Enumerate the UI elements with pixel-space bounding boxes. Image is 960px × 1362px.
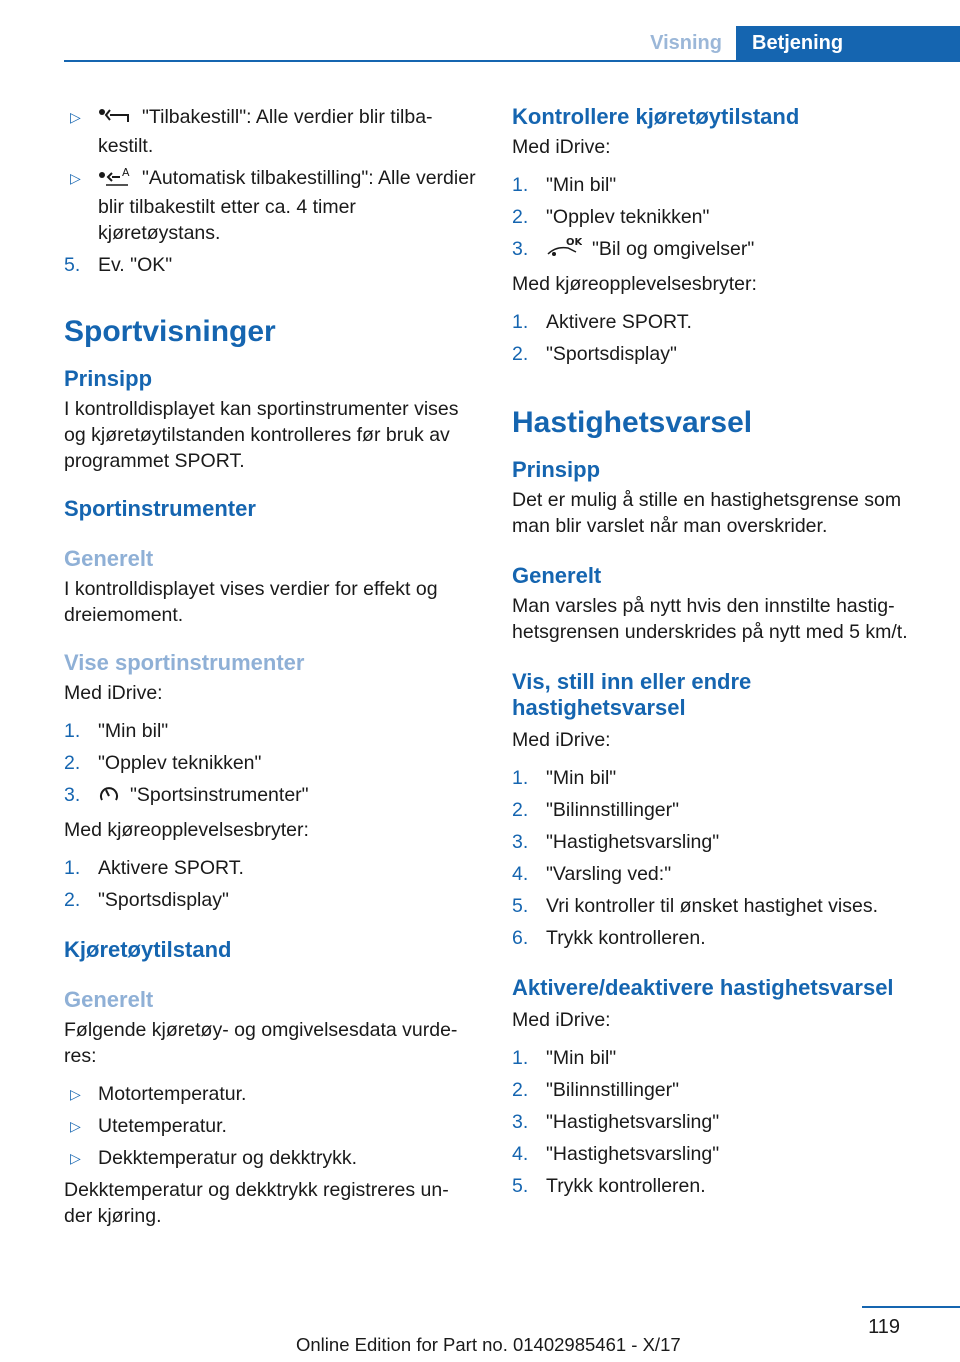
list-item: [64, 1113, 476, 1139]
right-column: [512, 100, 922, 1199]
svg-text:A: A: [122, 166, 130, 179]
triangle-bullet-icon: ▷: [70, 1086, 81, 1102]
heading-principle: Prinsipp: [512, 457, 601, 482]
idrive-label: Med iDrive:: [512, 136, 611, 158]
list-item: [512, 829, 922, 855]
tab-visning[interactable]: Visning: [650, 32, 722, 54]
step-text: Trykk kontrolleren.: [546, 1175, 706, 1197]
list-item: [512, 236, 922, 265]
heading-sportvisninger: Sportvisninger: [64, 315, 276, 348]
page-header: [64, 26, 960, 62]
step-number: 2.: [512, 1079, 529, 1101]
step-text: Ev. "OK": [98, 254, 173, 276]
heading-check-state: Kontrollere kjøretøytilstand: [512, 104, 800, 129]
step-number: 2.: [512, 206, 529, 228]
list-item: [64, 887, 476, 913]
step-number: 4.: [512, 1143, 529, 1165]
bullet-text: Motortemperatur.: [98, 1083, 247, 1105]
list-item: [512, 309, 922, 335]
general-text: I kontrolldisplayet vises verdier for effekt og dreiemoment.: [64, 578, 438, 626]
step-text: "Opplev teknikken": [98, 752, 262, 774]
reset-icon: [98, 107, 132, 133]
step-number: 2.: [512, 799, 529, 821]
step-number: 5.: [512, 895, 529, 917]
step-number: 1.: [64, 720, 81, 742]
switch-label: Med kjøreopplevelsesbryter:: [64, 819, 309, 841]
step-list: [64, 855, 476, 913]
step-number: 3.: [64, 784, 81, 806]
step-number: 4.: [512, 863, 529, 885]
step-number: 1.: [512, 1047, 529, 1069]
bullet-list: [64, 1081, 476, 1171]
heading-principle: Prinsipp: [64, 366, 153, 391]
list-item: [64, 718, 476, 744]
list-item: [512, 1077, 922, 1103]
step-number: 5.: [512, 1175, 529, 1197]
list-item: [512, 765, 922, 791]
step-list: [512, 765, 922, 951]
triangle-bullet-icon: ▷: [70, 109, 81, 125]
list-item: [64, 1145, 476, 1171]
page-number: 119: [868, 1316, 900, 1338]
step-list: [512, 1045, 922, 1199]
car-ok-icon: [546, 236, 582, 265]
step-text: Aktivere SPORT.: [546, 311, 692, 333]
step-text: "Min bil": [546, 1047, 617, 1069]
list-item: [512, 1109, 922, 1135]
step-text: "Hastighetsvarsling": [546, 1143, 720, 1165]
list-item: [512, 204, 922, 230]
list-item: [512, 861, 922, 887]
list-item: [64, 165, 476, 246]
step-text: Vri kontroller til ønsket hastighet vises.: [546, 895, 878, 917]
step-text: "Bilinnstillinger": [546, 1079, 680, 1101]
step-text: "Bilinnstillinger": [546, 799, 680, 821]
step-number: 2.: [512, 343, 529, 365]
svg-text:OK: OK: [566, 237, 582, 248]
reset-text: "Tilbakestill": Alle verdier blir tilba- kestilt.: [98, 106, 433, 157]
step-number: 1.: [64, 857, 81, 879]
list-item: [64, 1081, 476, 1107]
step-number: 6.: [512, 927, 529, 949]
heading-general: Generelt: [64, 987, 154, 1012]
step-number: 3.: [512, 831, 529, 853]
idrive-label: Med iDrive:: [64, 682, 163, 704]
general-text: Følgende kjøretøy- og omgivelsesdata vurde- res:: [64, 1019, 458, 1067]
step-list: [512, 309, 922, 367]
step-number: 2.: [64, 889, 81, 911]
step-number: 3.: [512, 1111, 529, 1133]
list-item: [512, 1141, 922, 1167]
list-item: [64, 252, 476, 278]
step-text: "Hastighetsvarsling": [546, 1111, 720, 1133]
list-item: [512, 1173, 922, 1199]
list-item: [512, 925, 922, 951]
step-text: "Varsling ved:": [546, 863, 672, 885]
step-list: [512, 172, 922, 265]
heading-sport-instruments: Sportinstrumenter: [64, 496, 256, 521]
step-number: 1.: [512, 767, 529, 789]
triangle-bullet-icon: ▷: [70, 1150, 81, 1166]
tyre-text: Dekktemperatur og dekktrykk registreres un- der kjøring.: [64, 1179, 449, 1227]
gauge-icon: [98, 784, 120, 811]
step-text: "Min bil": [546, 767, 617, 789]
step-text: Aktivere SPORT.: [98, 857, 244, 879]
list-item: [512, 893, 922, 919]
triangle-bullet-icon: ▷: [70, 1118, 81, 1134]
step-text: Trykk kontrolleren.: [546, 927, 706, 949]
step-text: "Sportsinstrumenter": [130, 784, 309, 806]
list-item: [512, 1045, 922, 1071]
list-item: [64, 104, 476, 159]
list-item: [64, 750, 476, 776]
idrive-label: Med iDrive:: [512, 729, 611, 751]
step-text: "Sportsdisplay": [98, 889, 229, 911]
tab-betjening[interactable]: Betjening: [736, 26, 960, 62]
step-number: 1.: [512, 311, 529, 333]
list-item: [512, 797, 922, 823]
bullet-text: Dekktemperatur og dekktrykk.: [98, 1147, 358, 1169]
general-text: Man varsles på nytt hvis den innstilte hastig- hetsgrensen underskrides på nytt med 5 km/t.: [512, 595, 908, 643]
list-item: [512, 341, 922, 367]
list-item: [64, 855, 476, 881]
triangle-bullet-icon: ▷: [70, 170, 81, 186]
step-number: 5.: [64, 254, 81, 276]
idrive-label: Med iDrive:: [512, 1009, 611, 1031]
step-text: "Min bil": [546, 174, 617, 196]
principle-text: Det er mulig å stille en hastighetsgrense som man blir varslet når man overskrider.: [512, 489, 902, 537]
heading-speed-warning: Hastighetsvarsel: [512, 406, 753, 439]
left-column: [64, 100, 476, 1229]
step-number: 1.: [512, 174, 529, 196]
step-text: "Sportsdisplay": [546, 343, 677, 365]
footer-edition: Online Edition for Part no. 01402985461 - X/17: [296, 1334, 681, 1355]
step-text: "Opplev teknikken": [546, 206, 710, 228]
step-text: "Bil og omgivelser": [592, 238, 755, 260]
heading-vehicle-state: Kjøretøytilstand: [64, 937, 232, 962]
heading-general: Generelt: [512, 563, 602, 588]
list-item: [64, 782, 476, 811]
switch-label: Med kjøreopplevelsesbryter:: [512, 273, 757, 295]
auto-reset-icon: [98, 165, 132, 194]
heading-toggle-warning: Aktivere/deaktivere hastighetsvarsel: [512, 975, 894, 1000]
heading-general: Generelt: [64, 546, 154, 571]
step-number: 3.: [512, 238, 529, 260]
heading-set-warning: Vis, still inn eller endre hastighetsvarsel: [512, 669, 752, 720]
step-number: 2.: [64, 752, 81, 774]
step-list: [64, 718, 476, 811]
principle-text: I kontrolldisplayet kan sportinstrumenter vises og kjøretøytilstanden kontrolleres før bruk av programmet SPORT.: [64, 398, 459, 472]
list-item: [512, 172, 922, 198]
step-text: "Hastighetsvarsling": [546, 831, 720, 853]
step-text: "Min bil": [98, 720, 169, 742]
auto-reset-text: "Automatisk tilbakestilling": Alle verdier blir tilbakestilt etter ca. 4 timer kjøretøystans.: [98, 167, 476, 244]
bullet-text: Utetemperatur.: [98, 1115, 227, 1137]
heading-show-instruments: Vise sportinstrumenter: [64, 650, 305, 675]
footer-divider: [862, 1306, 960, 1308]
